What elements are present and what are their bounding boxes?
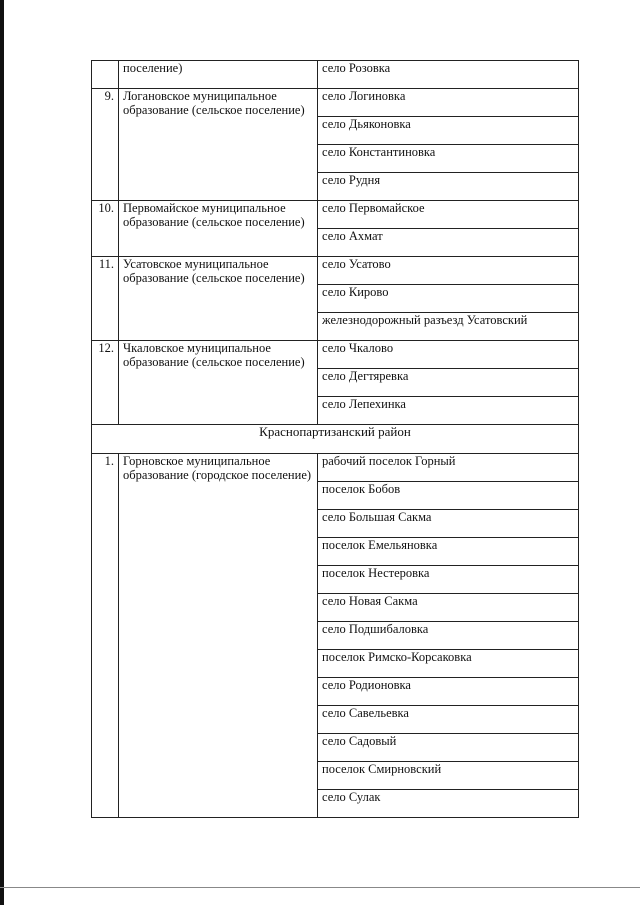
settlement-cell: село Логиновка [318, 89, 579, 117]
settlement-cell: село Первомайское [318, 201, 579, 229]
row-number: 12. [92, 341, 119, 425]
settlement-cell: село Кирово [318, 285, 579, 313]
settlement-cell: село Савельевка [318, 706, 579, 734]
row-number: 1. [92, 454, 119, 818]
settlement-cell: село Подшибаловка [318, 622, 579, 650]
municipality-name: Чкаловское муниципальное образование (сельское поселение) [119, 341, 318, 425]
table-row [92, 341, 579, 369]
settlement-cell: село Новая Сакма [318, 594, 579, 622]
settlement-cell: село Сулак [318, 790, 579, 818]
settlement-cell: село Рудня [318, 173, 579, 201]
settlement-cell: поселок Смирновский [318, 762, 579, 790]
row-number [92, 61, 119, 89]
municipality-name: Горновское муниципальное образование (городское поселение) [119, 454, 318, 818]
table-row [92, 257, 579, 285]
settlement-cell: поселок Нестеровка [318, 566, 579, 594]
table-row [92, 201, 579, 229]
municipality-name: Первомайское муниципальное образование (сельское поселение) [119, 201, 318, 257]
page-bottom-edge [0, 887, 640, 888]
district-row [92, 425, 579, 454]
table-row [92, 61, 579, 89]
table-row [92, 89, 579, 117]
settlement-cell: поселок Емельяновка [318, 538, 579, 566]
settlement-cell: село Дегтяревка [318, 369, 579, 397]
settlement-cell: село Ахмат [318, 229, 579, 257]
settlement-cell: село Чкалово [318, 341, 579, 369]
row-number: 9. [92, 89, 119, 201]
settlement-cell: село Лепехинка [318, 397, 579, 425]
row-number: 11. [92, 257, 119, 341]
settlement-cell: село Родионовка [318, 678, 579, 706]
row-number: 10. [92, 201, 119, 257]
settlement-cell: село Садовый [318, 734, 579, 762]
settlement-cell: поселок Бобов [318, 482, 579, 510]
scan-edge [0, 0, 4, 905]
municipality-name: Усатовское муниципальное образование (сельское поселение) [119, 257, 318, 341]
settlement-cell: железнодорожный разъезд Усатовский [318, 313, 579, 341]
settlement-cell: село Дьяконовка [318, 117, 579, 145]
settlement-cell: поселок Римско-Корсаковка [318, 650, 579, 678]
settlement-cell: село Большая Сакма [318, 510, 579, 538]
table-row [92, 454, 579, 482]
municipality-name: поселение) [119, 61, 318, 89]
settlements-table [91, 60, 579, 818]
settlement-cell: село Константиновка [318, 145, 579, 173]
municipality-name: Логановское муниципальное образование (сельское поселение) [119, 89, 318, 201]
settlement-cell: село Розовка [318, 61, 579, 89]
district-heading: Краснопартизанский район [92, 425, 579, 454]
settlement-cell: рабочий поселок Горный [318, 454, 579, 482]
settlement-cell: село Усатово [318, 257, 579, 285]
